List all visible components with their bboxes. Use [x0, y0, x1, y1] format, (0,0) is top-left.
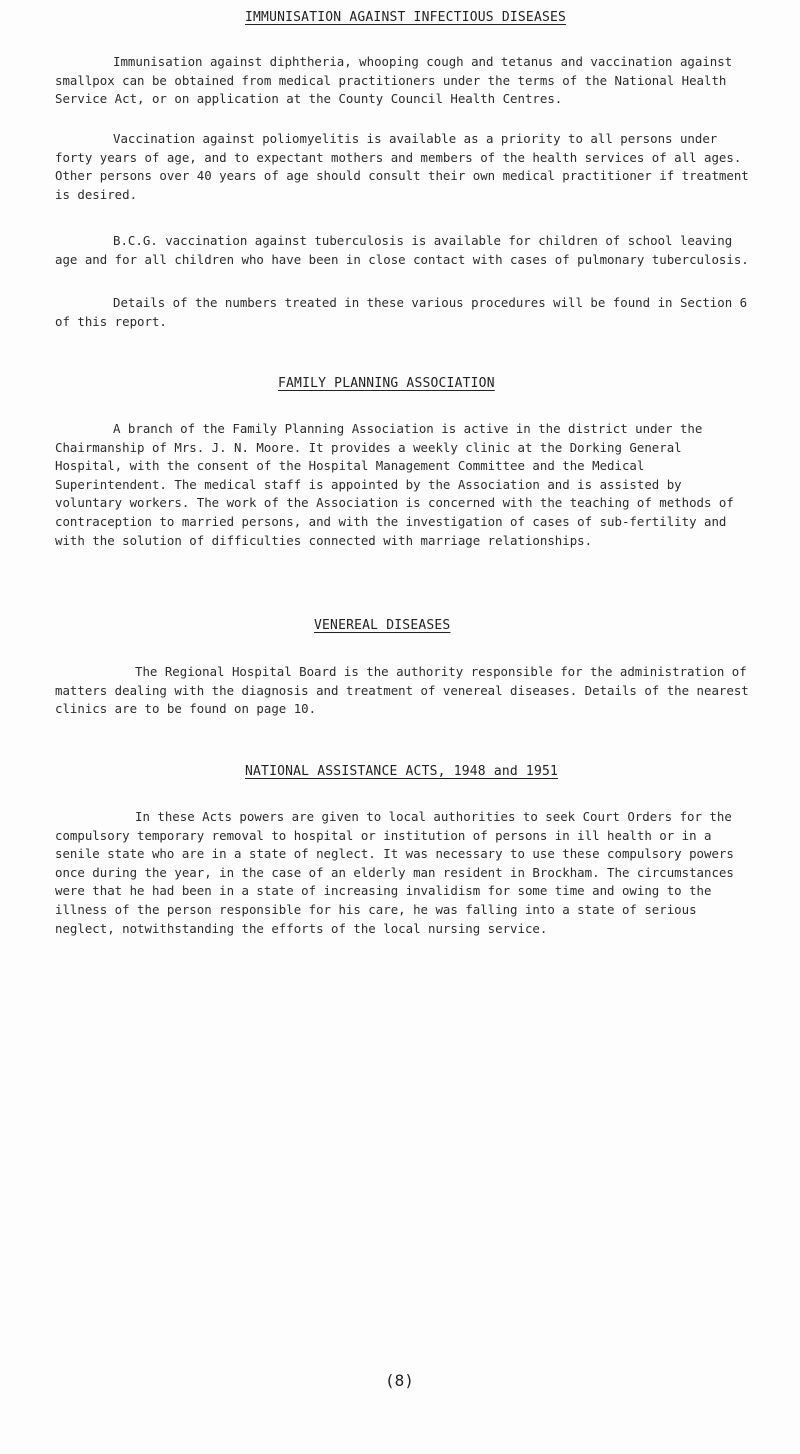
- paragraph-venereal-diseases: [55, 663, 755, 719]
- paragraph-text: B.C.G. vaccination against tuberculosis is available for children of school leaving age and for all children who have been in close contact with cases of pulmonary tuberculosis.: [55, 233, 749, 267]
- paragraph-text: Immunisation against diphtheria, whooping cough and tetanus and vaccination against smallpox can be obtained from medical practitioners under the terms of the National Health Service Act, or on application at the County Council Health Centres.: [55, 54, 733, 107]
- paragraph-immunisation-3: [55, 232, 755, 269]
- paragraph-text: Vaccination against poliomyelitis is available as a priority to all persons under forty years of age, and to expectant mothers and members of the health services of all ages. Other persons over 40 years of age should consult their own medical practitioner if treatment is desired.: [55, 131, 749, 202]
- page-number: (8): [385, 1371, 414, 1390]
- paragraph-family-planning: [55, 420, 755, 550]
- heading-family-planning: FAMILY PLANNING ASSOCIATION: [278, 376, 495, 391]
- paragraph-immunisation-4: [55, 294, 755, 331]
- paragraph-immunisation-2: [55, 130, 755, 204]
- paragraph-text: Details of the numbers treated in these various procedures will be found in Section 6 of this report.: [55, 295, 748, 329]
- heading-immunisation: IMMUNISATION AGAINST INFECTIOUS DISEASES: [245, 10, 567, 25]
- paragraph-national-assistance: [55, 808, 755, 938]
- paragraph-text: In these Acts powers are given to local authorities to seek Court Orders for the compulsory temporary removal to hospital or institution of persons in ill health or in a senile state who are in a state of neglect. It was necessary to use these compulsory powers once during the year, in the case of an elderly man resident in Brockham. The circumstances were that he had been in a state of increasing invalidism for some time and owing to the illness of the person responsible for his care, he was falling into a state of serious neglect, notwithstanding the efforts of the local nursing service.: [55, 809, 734, 936]
- heading-venereal-diseases: VENEREAL DISEASES: [314, 618, 451, 633]
- heading-national-assistance: NATIONAL ASSISTANCE ACTS, 1948 and 1951: [245, 764, 559, 779]
- paragraph-immunisation-1: [55, 53, 755, 109]
- paragraph-text: The Regional Hospital Board is the authority responsible for the administration of matters dealing with the diagnosis and treatment of venereal diseases. Details of the nearest clinics are to be found on page 10.: [55, 664, 749, 717]
- paragraph-text: A branch of the Family Planning Association is active in the district under the Chairmanship of Mrs. J. N. Moore. It provides a weekly clinic at the Dorking General Hospital, with the consent of the Hospital Management Committee and the Medical Superintendent. The medical staff is appointed by the Association and is assisted by voluntary workers. The work of the Association is concerned with the teaching of methods of contraception to married persons, and with the investigation of cases of sub-fertility and with the solution of difficulties connected with marriage relationships.: [55, 421, 734, 548]
